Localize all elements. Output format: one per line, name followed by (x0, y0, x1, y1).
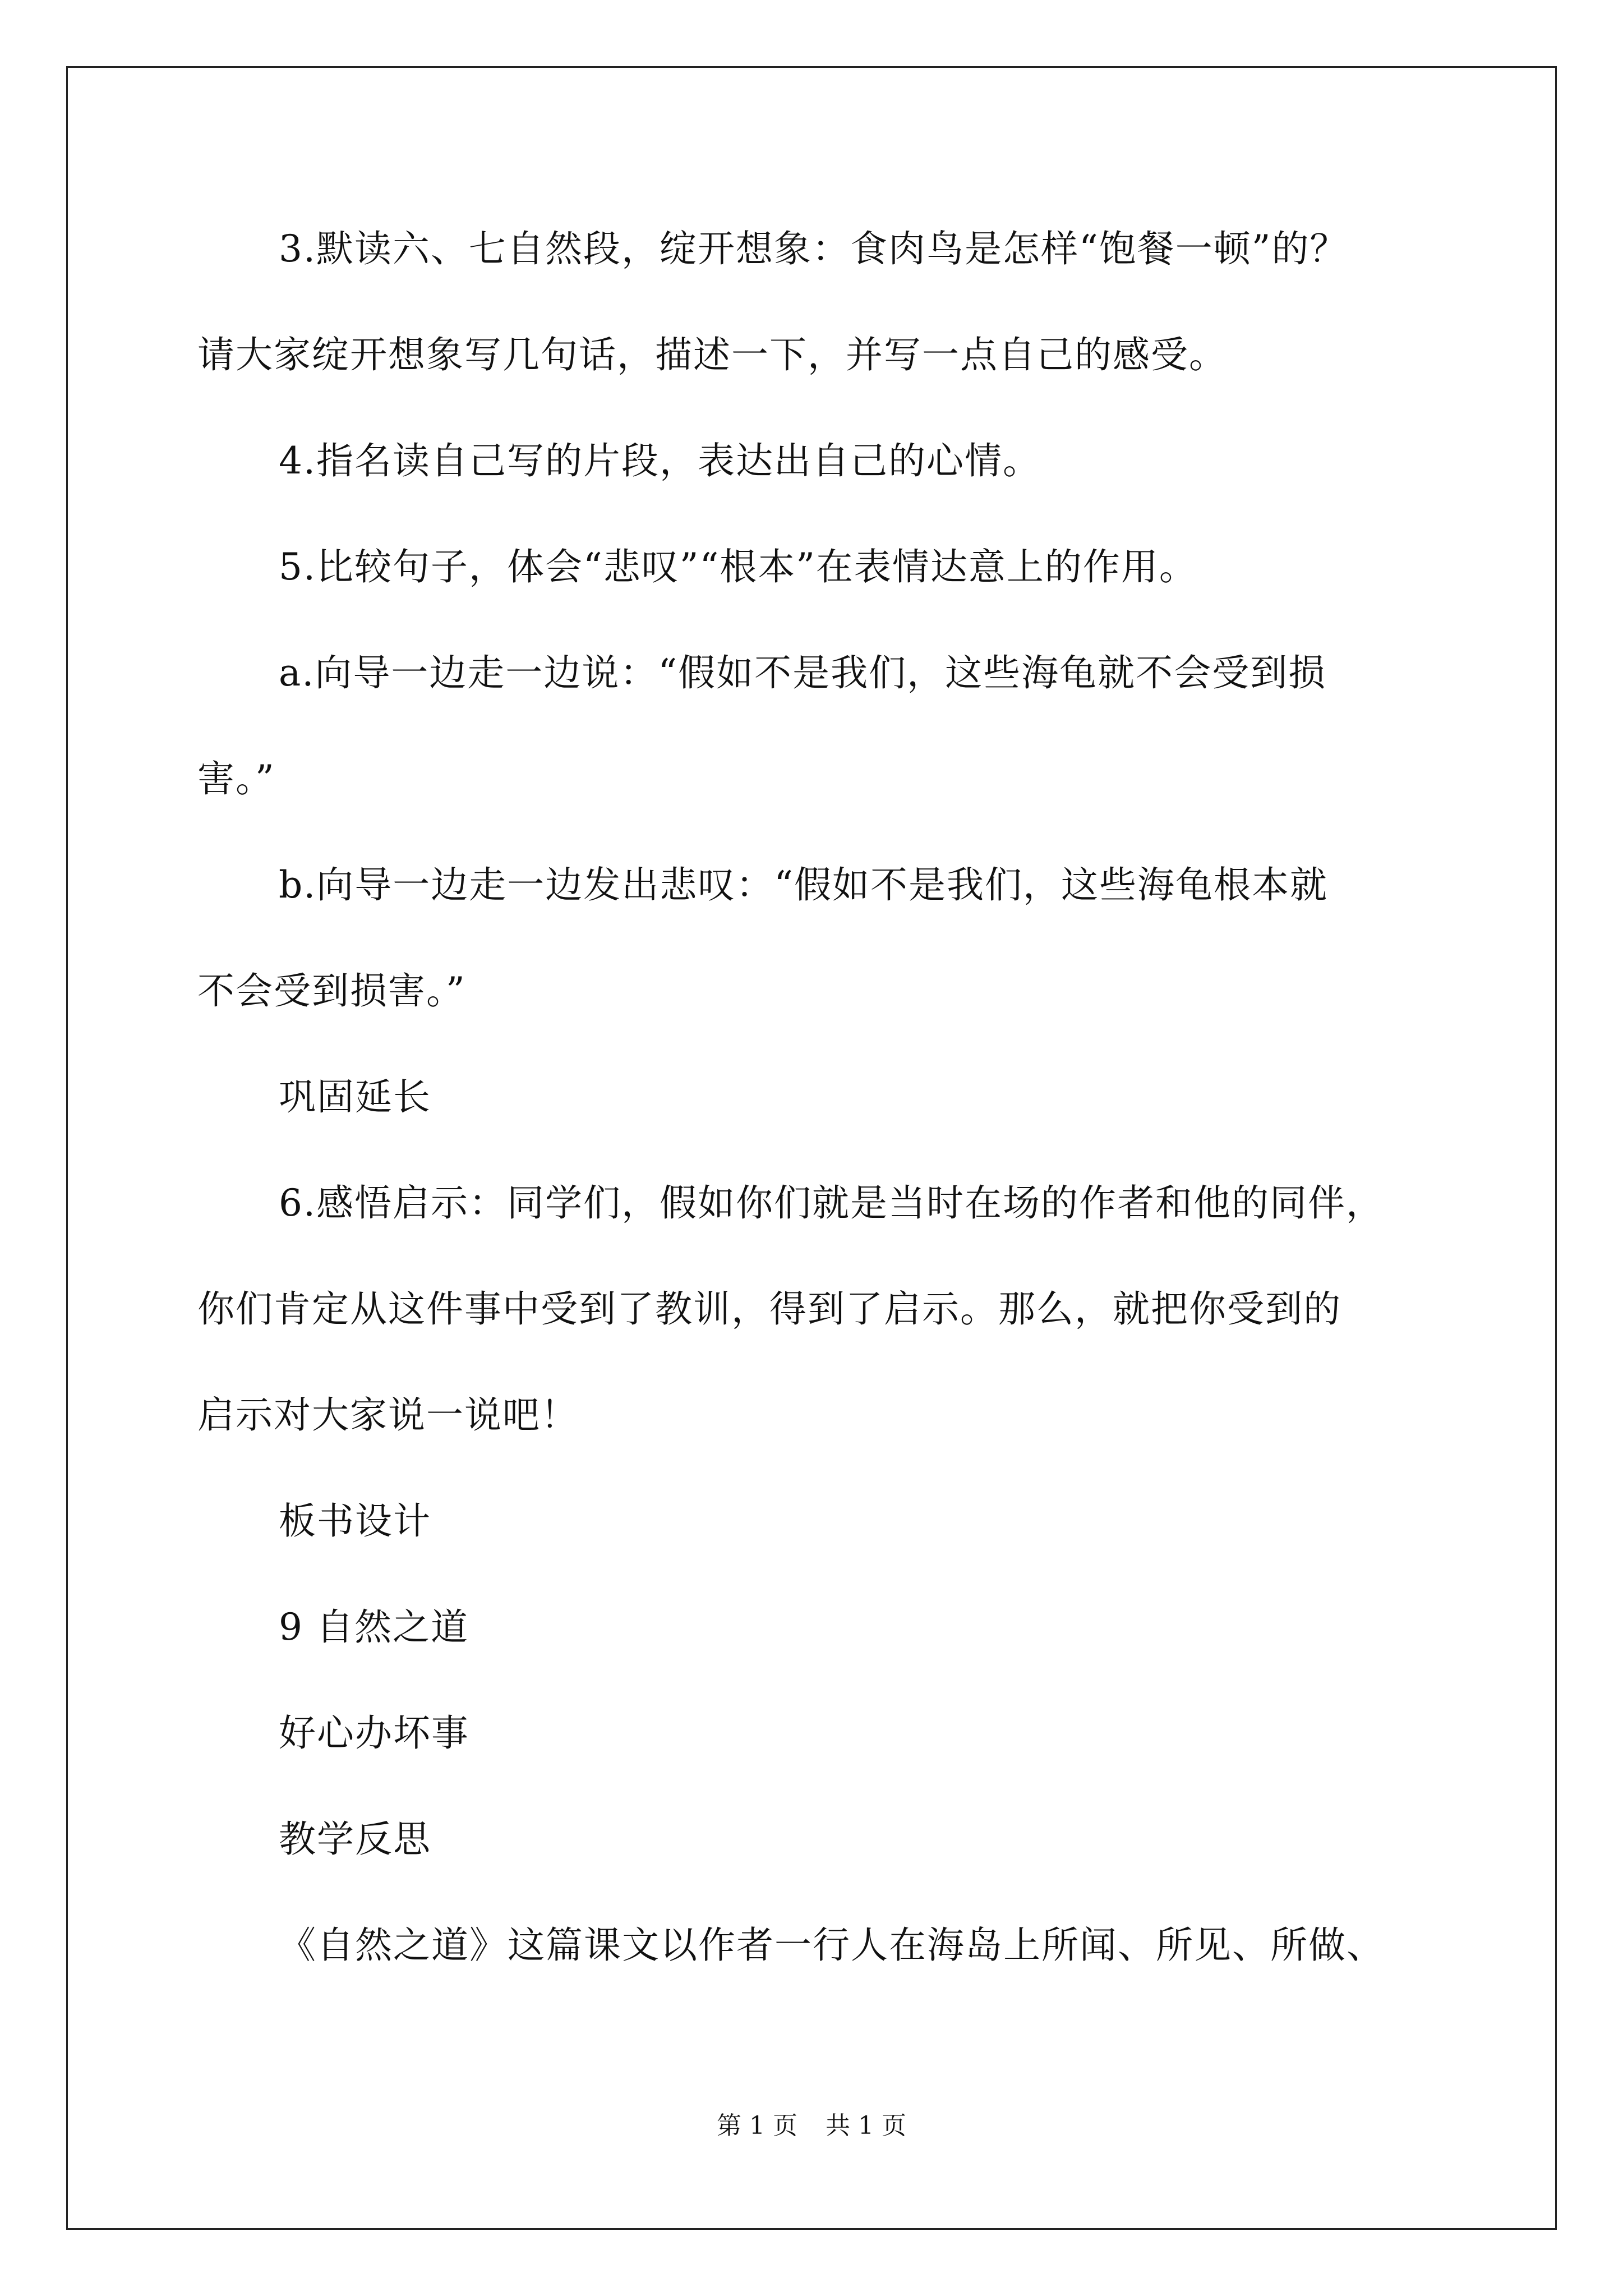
board-subtitle: 好心办坏事 (279, 1711, 469, 1755)
section-heading-board-design: 板书设计 (279, 1499, 431, 1543)
page-footer (0, 2111, 1623, 2140)
board-title: 9 自然之道 (279, 1605, 469, 1649)
paragraph-line-6: 害。” (197, 757, 275, 800)
paragraph-line-1: 3.默读六、七自然段，绽开想象：食肉鸟是怎样“饱餐一顿”的？ (279, 227, 1348, 270)
paragraph-line-7: b.向导一边走一边发出悲叹：“假如不是我们，这些海龟根本就 (279, 863, 1328, 907)
paragraph-line-2: 请大家绽开想象写几句话，描述一下，并写一点自己的感受。 (197, 333, 1227, 376)
paragraph-line-4: 5.比较句子，体会“悲叹”“根本”在表情达意上的作用。 (279, 545, 1197, 588)
paragraph-line-10: 6.感悟启示：同学们，假如你们就是当时在场的作者和他的同伴， (279, 1181, 1384, 1225)
page-number: 第 1 页 (717, 2111, 797, 2140)
paragraph-line-11: 你们肯定从这件事中受到了教训，得到了启示。那么，就把你受到的 (197, 1287, 1341, 1331)
section-heading-consolidate: 巩固延长 (279, 1075, 431, 1119)
paragraph-line-8: 不会受到损害。” (197, 969, 466, 1013)
paragraph-line-12: 启示对大家说一说吧！ (197, 1393, 579, 1437)
page-border (66, 66, 1557, 2230)
paragraph-line-17: 《自然之道》这篇课文以作者一行人在海岛上所闻、所见、所做、 (279, 1924, 1385, 1967)
page-total: 共 1 页 (826, 2111, 906, 2140)
paragraph-line-5: a.向导一边走一边说：“假如不是我们，这些海龟就不会受到损 (279, 651, 1327, 694)
paragraph-line-3: 4.指名读自己写的片段，表达出自己的心情。 (279, 439, 1041, 482)
section-heading-reflection: 教学反思 (279, 1818, 431, 1861)
